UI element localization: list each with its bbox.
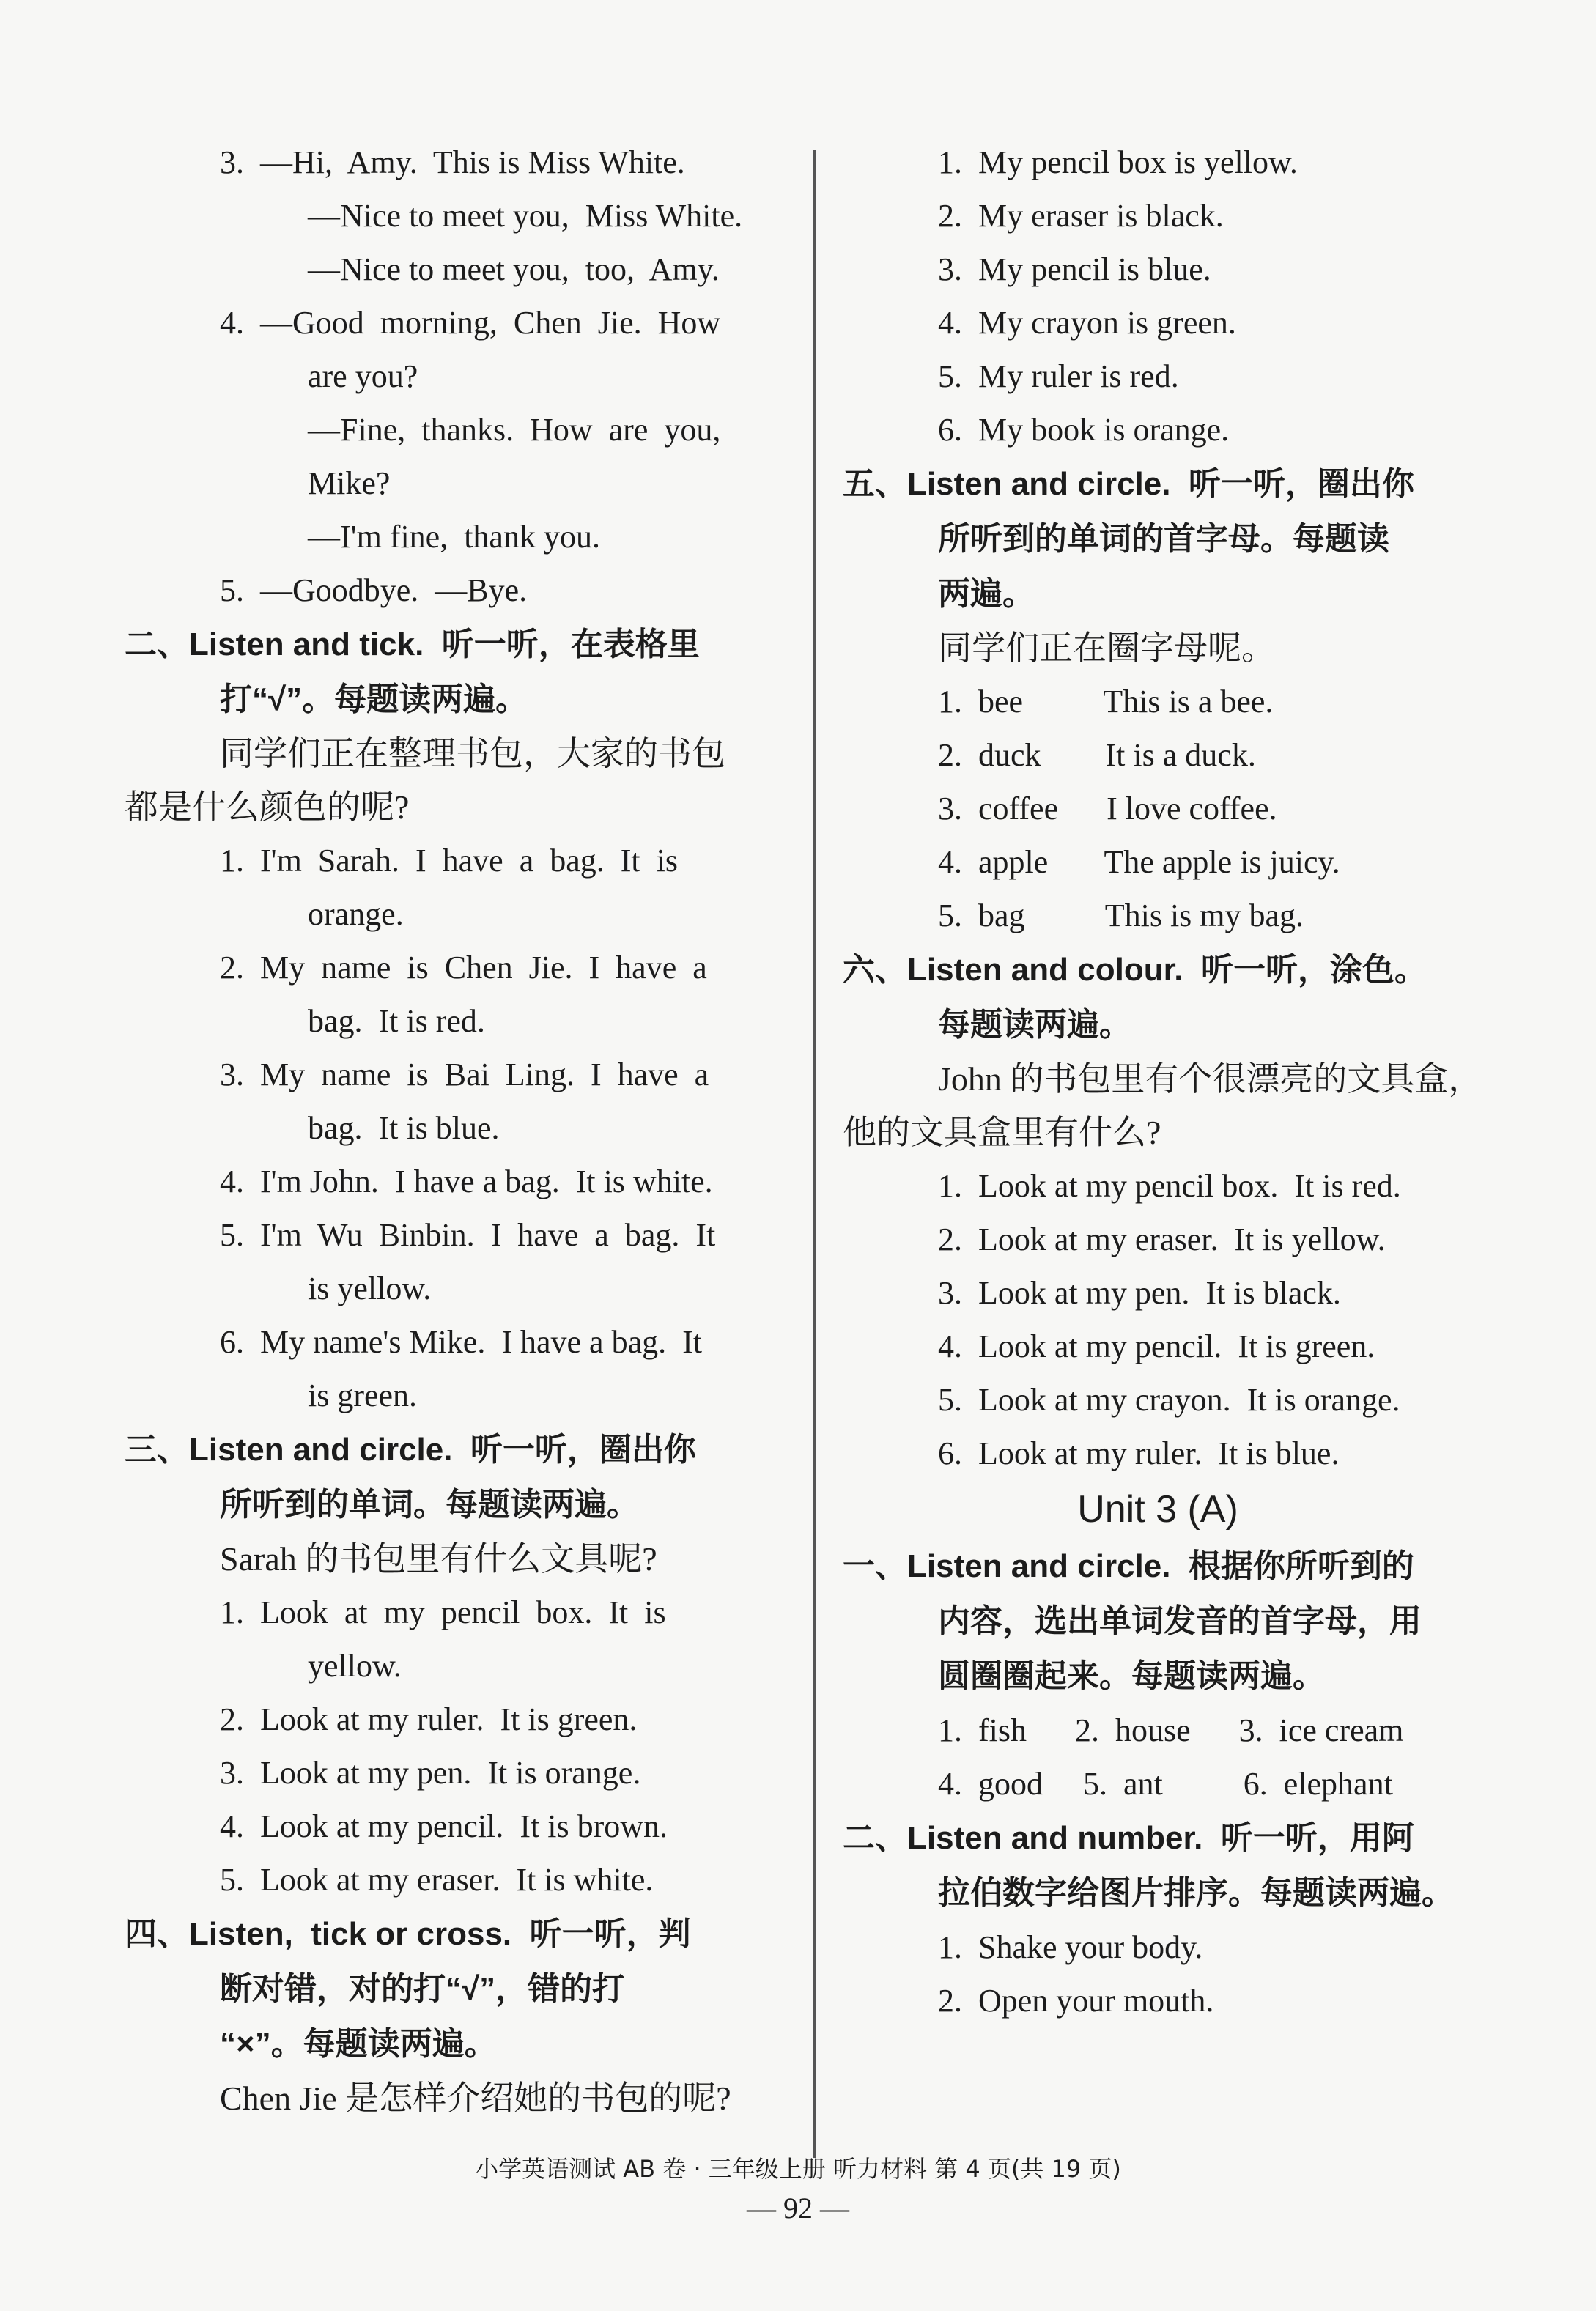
right-line-30: 4. good 5. ant 6. elephant xyxy=(938,1766,1393,1802)
left-line-13: 1. I'm Sarah. I have a bag. It is xyxy=(220,843,678,879)
left-line-24: 三、Listen and circle. 听一听，圈出你 xyxy=(125,1432,696,1468)
right-line-21: 3. Look at my pen. It is black. xyxy=(938,1275,1341,1311)
left-line-26: Sarah 的书包里有什么文具呢? xyxy=(220,1540,657,1578)
right-line-12: 3. coffee I love coffee. xyxy=(938,791,1277,827)
left-line-29: 2. Look at my ruler. It is green. xyxy=(220,1701,638,1737)
left-line-35: “×”。每题读两遍。 xyxy=(220,2026,497,2062)
left-line-8: 5. —Goodbye. —Bye. xyxy=(220,572,528,608)
right-line-15: 六、Listen and colour. 听一听，涂色。 xyxy=(843,952,1427,988)
right-line-32: 拉伯数字给图片排序。每题读两遍。 xyxy=(938,1875,1454,1911)
left-line-30: 3. Look at my pen. It is orange. xyxy=(220,1755,641,1791)
right-line-18: 他的文具盒里有什么? xyxy=(843,1114,1161,1151)
left-line-21: is yellow. xyxy=(308,1271,432,1306)
left-line-9: 二、Listen and tick. 听一听，在表格里 xyxy=(125,626,700,662)
right-line-27: 内容，选出单词发音的首字母，用 xyxy=(938,1603,1422,1639)
right-line-22: 4. Look at my pencil. It is green. xyxy=(938,1328,1375,1364)
left-line-17: 3. My name is Bai Ling. I have a xyxy=(220,1057,709,1092)
right-line-19: 1. Look at my pencil box. It is red. xyxy=(938,1168,1401,1204)
left-line-3: 4. —Good morning, Chen Jie. How xyxy=(220,305,721,341)
left-line-11: 同学们正在整理书包，大家的书包 xyxy=(220,735,725,772)
right-line-26: 一、Listen and circle. 根据你所听到的 xyxy=(843,1548,1414,1584)
left-line-6: Mike? xyxy=(308,465,391,501)
right-line-25: Unit 3 (A) xyxy=(1077,1488,1238,1531)
right-line-13: 4. apple The apple is juicy. xyxy=(938,844,1340,880)
left-line-4: are you? xyxy=(308,358,418,394)
right-line-7: 所听到的单词的首字母。每题读 xyxy=(938,521,1389,557)
left-line-5: —Fine, thanks. How are you, xyxy=(308,412,721,448)
right-column xyxy=(843,136,1482,2027)
right-line-2: 3. My pencil is blue. xyxy=(938,251,1211,287)
right-line-14: 5. bag This is my bag. xyxy=(938,898,1304,933)
right-line-29: 1. fish 2. house 3. ice cream xyxy=(938,1712,1404,1748)
right-line-33: 1. Shake your body. xyxy=(938,1929,1203,1965)
left-line-28: yellow. xyxy=(308,1648,402,1684)
right-line-10: 1. bee This is a bee. xyxy=(938,684,1274,720)
left-line-22: 6. My name's Mike. I have a bag. It xyxy=(220,1324,702,1360)
right-line-1: 2. My eraser is black. xyxy=(938,198,1224,234)
right-line-5: 6. My book is orange. xyxy=(938,412,1230,448)
left-line-15: 2. My name is Chen Jie. I have a xyxy=(220,950,707,986)
left-line-32: 5. Look at my eraser. It is white. xyxy=(220,1862,654,1898)
right-line-3: 4. My crayon is green. xyxy=(938,305,1236,341)
right-line-23: 5. Look at my crayon. It is orange. xyxy=(938,1382,1400,1418)
left-column xyxy=(125,136,784,2125)
right-line-24: 6. Look at my ruler. It is blue. xyxy=(938,1435,1340,1471)
right-line-11: 2. duck It is a duck. xyxy=(938,737,1256,773)
left-line-12: 都是什么颜色的呢? xyxy=(125,788,410,826)
left-line-19: 4. I'm John. I have a bag. It is white. xyxy=(220,1164,713,1199)
right-line-28: 圆圈圈起来。每题读两遍。 xyxy=(938,1658,1325,1694)
left-line-0: 3. —Hi, Amy. This is Miss White. xyxy=(220,144,685,180)
left-line-36: Chen Jie 是怎样介绍她的书包的呢? xyxy=(220,2079,731,2117)
right-line-31: 二、Listen and number. 听一听，用阿 xyxy=(843,1820,1414,1856)
right-line-20: 2. Look at my eraser. It is yellow. xyxy=(938,1221,1386,1257)
right-line-4: 5. My ruler is red. xyxy=(938,358,1179,394)
left-line-31: 4. Look at my pencil. It is brown. xyxy=(220,1808,668,1844)
right-line-34: 2. Open your mouth. xyxy=(938,1983,1214,2019)
left-line-25: 所听到的单词。每题读两遍。 xyxy=(220,1487,639,1523)
right-line-17: John 的书包里有个很漂亮的文具盒， xyxy=(938,1060,1482,1098)
left-line-18: bag. It is blue. xyxy=(308,1110,500,1146)
left-line-27: 1. Look at my pencil box. It is xyxy=(220,1594,666,1630)
left-line-16: bag. It is red. xyxy=(308,1003,485,1039)
right-line-8: 两遍。 xyxy=(938,576,1035,612)
right-line-6: 五、Listen and circle. 听一听，圈出你 xyxy=(843,466,1414,502)
left-line-20: 5. I'm Wu Binbin. I have a bag. It xyxy=(220,1217,716,1253)
column-divider xyxy=(813,150,816,2158)
left-line-23: is green. xyxy=(308,1378,418,1413)
right-line-16: 每题读两遍。 xyxy=(938,1007,1131,1043)
left-line-1: —Nice to meet you, Miss White. xyxy=(308,198,743,234)
page-footer: 小学英语测试 AB 卷 · 三年级上册 听力材料 第 4 页(共 19 页) xyxy=(475,2155,1121,2183)
left-line-7: —I'm fine, thank you. xyxy=(308,519,600,555)
left-line-34: 断对错，对的打“√”，错的打 xyxy=(220,1971,625,2007)
left-line-33: 四、Listen, tick or cross. 听一听，判 xyxy=(125,1916,691,1952)
page-number: — 92 — xyxy=(747,2192,849,2225)
left-line-2: —Nice to meet you, too, Amy. xyxy=(308,251,720,287)
left-line-14: orange. xyxy=(308,896,404,932)
right-line-0: 1. My pencil box is yellow. xyxy=(938,144,1298,180)
left-line-10: 打“√”。每题读两遍。 xyxy=(220,681,528,717)
right-line-9: 同学们正在圈字母呢。 xyxy=(938,629,1275,667)
